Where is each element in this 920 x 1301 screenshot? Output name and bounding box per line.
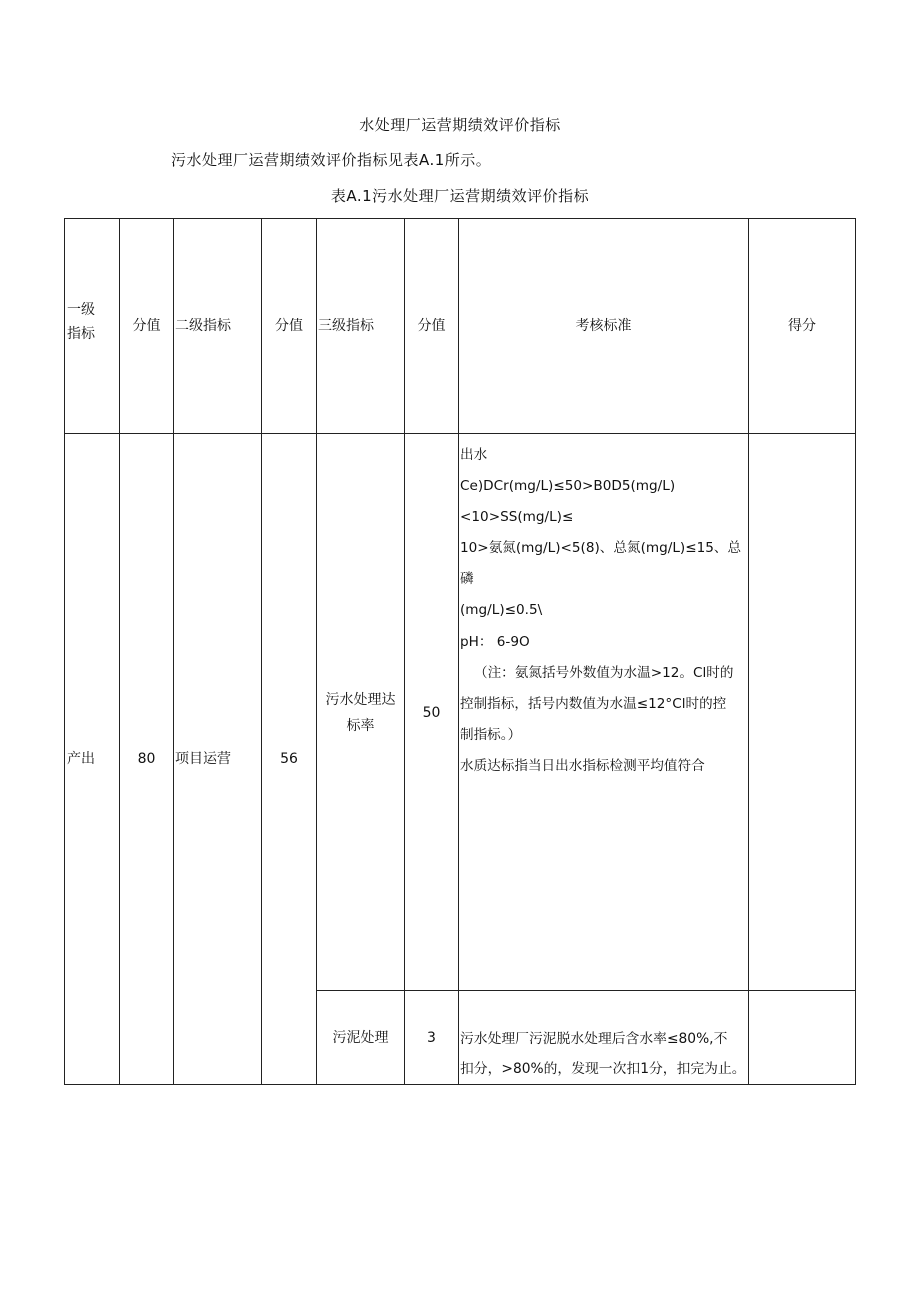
score3-compliance: 50 (422, 705, 441, 721)
header-separator (64, 433, 856, 434)
header-level1-line2: 指标 (67, 326, 95, 342)
criteria-line: 出水 (460, 447, 488, 463)
criteria-line: (mg∕L)≤0.5\ (460, 602, 543, 619)
level3-compliance-line1: 污水处理达 (325, 692, 396, 708)
level2-value: 项目运营 (175, 751, 231, 767)
table-border-bottom (64, 1084, 856, 1085)
level3-compliance (317, 687, 404, 739)
criteria-line: 制指标。） (460, 726, 522, 743)
level3-sludge: 污泥处理 (332, 1030, 389, 1046)
header-score2: 分值 (275, 318, 303, 334)
header-result: 得分 (788, 318, 816, 334)
intro-paragraph: 污水处理厂运营期绩效评价指标见表A.1所示。 (171, 151, 492, 169)
header-level1-line1: 一级 (67, 302, 95, 318)
col-divider-1 (119, 218, 120, 1085)
table-caption: 表A.1污水处理厂运营期绩效评价指标 (330, 187, 590, 205)
criteria-line: 控制指标，括号内数值为水温≤12°Cl时的控 (460, 695, 727, 712)
criteria-line (460, 782, 750, 786)
criteria-line: pH： 6-9O (460, 633, 530, 650)
criteria-line: Ce)DCr(mg∕L)≤50>B0D5(mg∕L)<10>SS(mg∕L)≤ (460, 478, 676, 526)
header-level3: 三级指标 (318, 318, 374, 334)
table-border-right (855, 218, 856, 1085)
header-level2: 二级指标 (175, 318, 231, 334)
level1-value: 产出 (67, 751, 95, 767)
sludge-criteria (460, 1024, 752, 1084)
col-divider-4 (316, 218, 317, 1085)
score2-value: 56 (280, 751, 298, 767)
criteria-line: （注：氨氮括号外数值为水温>12。Cl时的 (474, 664, 734, 681)
col-divider-6 (458, 218, 459, 1085)
sludge-criteria-line1: 污水处理厂污泥脱水处理后含水率≤80%,不 (460, 1031, 728, 1047)
table-border-top (64, 218, 856, 219)
col-divider-3 (261, 218, 262, 1085)
sub-row-separator (316, 990, 856, 991)
table-border-left (64, 218, 65, 1085)
header-level1 (67, 298, 119, 346)
col-divider-2 (173, 218, 174, 1085)
col-divider-5 (404, 218, 405, 1085)
evaluation-table (64, 218, 856, 1085)
score3-sludge: 3 (427, 1030, 436, 1046)
level3-compliance-line2: 标率 (346, 718, 375, 734)
header-criteria: 考核标准 (575, 318, 632, 334)
criteria-line: 水质达标指当日出水指标检测平均值符合 (460, 757, 705, 774)
header-score1: 分值 (132, 318, 161, 334)
criteria-line: 10>氨氮(mg∕L)<5(8)、总氮(mg∕L)≤15、总磷 (460, 540, 742, 588)
header-score3: 分值 (417, 318, 446, 334)
score1-value: 80 (137, 751, 156, 767)
document-title: 水处理厂运营期绩效评价指标 (359, 116, 561, 134)
sludge-criteria-line2: 扣分，>80%的，发现一次扣1分，扣完为止。 (460, 1061, 746, 1077)
compliance-criteria (460, 440, 750, 786)
